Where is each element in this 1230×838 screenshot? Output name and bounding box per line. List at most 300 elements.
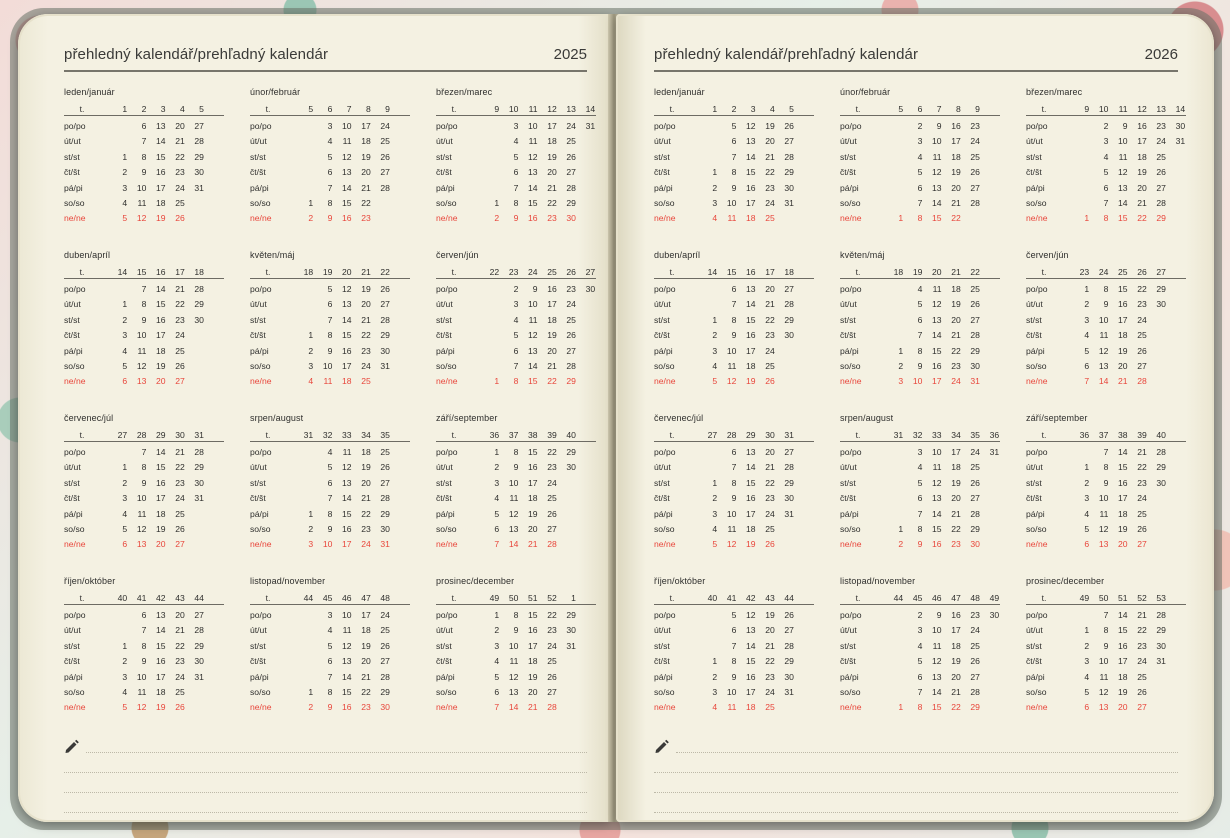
day-number: 10 — [342, 610, 352, 620]
weekday-row — [1026, 639, 1186, 654]
day-number: 2 — [122, 656, 128, 667]
day-number: 10 — [136, 671, 147, 682]
weekday-row — [840, 282, 1000, 297]
week-number: 39 — [547, 430, 557, 440]
day-number: 23 — [951, 539, 961, 550]
day-number: 12 — [726, 376, 737, 387]
day-number: 14 — [156, 447, 166, 457]
weekday-label: út/ut — [840, 136, 857, 147]
day-number — [185, 344, 204, 359]
day-number: 1 — [1084, 625, 1090, 636]
week-number-row — [1026, 428, 1186, 442]
day-number: 30 — [566, 213, 576, 224]
day-number — [480, 181, 499, 196]
weekday-label: pá/pi — [654, 671, 673, 682]
week-label: t. — [265, 267, 271, 277]
day-number: 25 — [380, 625, 390, 636]
weekday-row — [64, 445, 224, 460]
week-number: 23 — [508, 267, 519, 277]
day-number: 1 — [712, 656, 718, 667]
day-number — [698, 639, 717, 654]
weekday-row — [654, 639, 814, 654]
note-line[interactable] — [654, 772, 1178, 773]
day-number: 14 — [508, 539, 519, 550]
week-number: 8 — [365, 104, 371, 114]
day-number: 30 — [194, 656, 204, 667]
day-number: 9 — [731, 330, 737, 341]
week-number: 34 — [951, 430, 961, 440]
day-rows — [840, 608, 1000, 716]
note-line[interactable] — [64, 772, 587, 773]
day-number: 18 — [1118, 330, 1128, 341]
week-number-row — [840, 591, 1000, 605]
weekday-label: pá/pi — [840, 182, 859, 193]
day-number: 31 — [1175, 136, 1186, 147]
day-number: 16 — [951, 121, 961, 131]
day-number: 6 — [494, 686, 500, 697]
weekday-label: pá/pi — [840, 508, 859, 519]
weekday-label: so/so — [250, 686, 271, 697]
day-number: 28 — [194, 284, 204, 294]
day-number: 8 — [917, 345, 923, 356]
weekday-label: pá/pi — [1026, 182, 1045, 193]
sunday-row — [1026, 700, 1186, 715]
day-number: 21 — [951, 686, 961, 697]
week-number: 47 — [951, 593, 961, 603]
day-number: 26 — [970, 477, 980, 488]
weekday-label: ne/ne — [654, 539, 676, 550]
day-number: 30 — [784, 493, 794, 504]
day-number: 4 — [513, 314, 519, 325]
week-label: t. — [451, 430, 457, 440]
weekday-label: pá/pi — [250, 508, 269, 519]
day-number: 26 — [380, 151, 390, 162]
day-number: 11 — [932, 462, 942, 473]
day-number: 4 — [122, 686, 128, 697]
day-number: 20 — [765, 447, 775, 457]
weekday-label: čt/št — [250, 330, 266, 341]
day-number: 13 — [932, 182, 942, 193]
weekday-row — [64, 297, 224, 312]
week-number: 40 — [707, 593, 718, 603]
day-number: 2 — [1084, 477, 1090, 488]
day-number: 21 — [175, 447, 185, 457]
day-number: 12 — [746, 610, 756, 620]
weekday-row — [840, 685, 1000, 700]
day-number: 30 — [1156, 477, 1166, 488]
day-number — [980, 623, 999, 638]
day-number: 26 — [175, 360, 185, 371]
day-number — [557, 685, 576, 700]
week-label: t. — [669, 267, 675, 277]
day-number: 12 — [136, 360, 147, 371]
day-number: 19 — [361, 640, 371, 651]
weekday-row — [64, 654, 224, 669]
weekday-label: ne/ne — [1026, 376, 1048, 387]
day-number — [698, 460, 717, 475]
day-number — [294, 445, 313, 460]
day-number: 24 — [1137, 656, 1147, 667]
day-number: 6 — [141, 610, 147, 620]
day-number: 3 — [898, 376, 904, 387]
day-number: 16 — [932, 360, 942, 371]
month-name: únor/február — [840, 87, 891, 97]
note-line[interactable] — [654, 792, 1178, 793]
day-number: 9 — [1103, 640, 1109, 651]
weekday-row — [1026, 476, 1186, 491]
sunday-row — [654, 537, 814, 552]
week-number: 9 — [494, 104, 500, 114]
day-number — [980, 685, 999, 700]
week-label: t. — [669, 593, 675, 603]
week-number-row — [1026, 102, 1186, 116]
day-number: 19 — [951, 167, 961, 178]
week-number: 6 — [917, 104, 923, 114]
day-number — [294, 297, 313, 312]
day-number — [480, 150, 499, 165]
weekday-label: so/so — [250, 523, 271, 534]
weekday-label: čt/št — [840, 330, 856, 341]
day-number: 30 — [380, 345, 390, 356]
weekday-label: so/so — [250, 197, 271, 208]
day-number: 23 — [547, 213, 557, 224]
week-number-row — [654, 265, 814, 279]
day-number: 18 — [1118, 671, 1128, 682]
day-number: 19 — [528, 508, 538, 519]
weekday-label: po/po — [64, 121, 86, 131]
day-number — [557, 522, 576, 537]
day-number: 12 — [932, 167, 942, 178]
day-number: 2 — [1084, 640, 1090, 651]
weekday-label: st/st — [250, 314, 266, 325]
day-number: 24 — [380, 610, 390, 620]
day-number: 7 — [141, 136, 147, 147]
day-number — [884, 282, 903, 297]
day-number: 30 — [784, 671, 794, 682]
day-number: 15 — [528, 376, 538, 387]
week-number: 12 — [547, 104, 557, 114]
day-number: 18 — [528, 656, 538, 667]
day-number: 15 — [528, 610, 538, 620]
sunday-row — [64, 374, 224, 389]
month-block — [1026, 412, 1186, 553]
week-number: 8 — [955, 104, 961, 114]
week-number: 18 — [893, 267, 904, 277]
day-number: 6 — [1084, 702, 1090, 713]
day-number: 7 — [141, 284, 147, 294]
weekday-label: pá/pi — [64, 182, 83, 193]
weekday-row — [1026, 165, 1186, 180]
day-number: 26 — [175, 213, 185, 224]
day-number — [698, 150, 717, 165]
month-block — [1026, 86, 1186, 227]
day-number — [576, 150, 595, 165]
day-number: 13 — [508, 523, 519, 534]
week-label: t. — [1041, 104, 1047, 114]
month-name: říjen/október — [654, 576, 706, 586]
day-number: 2 — [513, 284, 519, 294]
week-number: 16 — [746, 267, 756, 277]
page-year: 2025 — [553, 46, 587, 63]
day-number: 1 — [898, 213, 904, 224]
week-number-row — [250, 428, 410, 442]
month-name: prosinec/december — [436, 576, 515, 586]
day-number: 13 — [1098, 539, 1109, 550]
day-number: 31 — [380, 360, 390, 371]
day-number: 25 — [547, 493, 557, 504]
day-number — [294, 491, 313, 506]
week-number: 14 — [1175, 104, 1186, 114]
weekday-row — [654, 359, 814, 374]
weekday-label: út/ut — [1026, 299, 1043, 310]
day-number: 16 — [1118, 299, 1128, 310]
week-number-row — [436, 591, 596, 605]
day-number: 26 — [380, 640, 390, 651]
day-number: 2 — [494, 213, 500, 224]
day-number: 17 — [1118, 656, 1128, 667]
week-number: 36 — [1079, 430, 1090, 440]
note-line[interactable] — [654, 812, 1178, 813]
day-number: 1 — [1084, 462, 1090, 473]
month-name: leden/január — [64, 87, 115, 97]
day-number: 19 — [951, 477, 961, 488]
day-number: 15 — [746, 477, 756, 488]
weekday-label: út/ut — [250, 625, 267, 636]
weekday-row — [250, 196, 410, 211]
day-number: 20 — [951, 671, 961, 682]
day-number: 29 — [1156, 213, 1166, 224]
day-number — [1147, 328, 1166, 343]
day-number: 29 — [380, 686, 390, 697]
week-number: 42 — [746, 593, 756, 603]
day-number: 7 — [917, 197, 923, 208]
day-number: 5 — [122, 702, 128, 713]
day-number — [884, 328, 903, 343]
week-number: 50 — [508, 593, 519, 603]
day-number: 19 — [746, 376, 756, 387]
weekday-label: so/so — [250, 360, 271, 371]
day-rows — [64, 119, 224, 227]
day-number: 25 — [970, 151, 980, 162]
weekday-row — [250, 522, 410, 537]
day-number — [884, 608, 903, 623]
day-number: 27 — [784, 447, 794, 457]
month-name: listopad/november — [250, 576, 326, 586]
day-number: 15 — [1118, 284, 1128, 294]
note-line[interactable] — [86, 752, 587, 753]
day-number: 31 — [784, 197, 794, 208]
day-number: 14 — [932, 508, 942, 519]
weekday-label: čt/št — [250, 493, 266, 504]
day-number: 31 — [989, 447, 1000, 457]
weekday-row — [436, 196, 596, 211]
day-number: 12 — [508, 508, 519, 519]
week-number: 44 — [194, 593, 204, 603]
weekday-label: pá/pi — [654, 182, 673, 193]
day-number: 8 — [917, 213, 923, 224]
day-number — [480, 313, 499, 328]
day-number: 1 — [712, 314, 718, 325]
day-number — [480, 134, 499, 149]
weekday-row — [1026, 623, 1186, 638]
week-number: 38 — [528, 430, 538, 440]
month-block — [840, 249, 1000, 390]
day-number: 16 — [1118, 640, 1128, 651]
day-rows — [654, 119, 814, 227]
day-rows — [250, 445, 410, 553]
weekday-row — [654, 670, 814, 685]
weekday-label: ne/ne — [250, 702, 272, 713]
weekday-row — [64, 639, 224, 654]
day-number: 22 — [547, 197, 557, 208]
day-number: 13 — [1118, 182, 1128, 193]
day-number: 3 — [917, 136, 923, 147]
day-number: 25 — [566, 314, 576, 325]
day-number: 22 — [547, 610, 557, 620]
day-number: 22 — [175, 151, 185, 162]
weekday-row — [64, 608, 224, 623]
day-number: 19 — [547, 330, 557, 341]
day-number: 22 — [1137, 625, 1147, 636]
day-number: 24 — [175, 671, 185, 682]
day-number: 15 — [156, 640, 166, 651]
day-number: 6 — [731, 625, 737, 636]
day-number: 1 — [122, 462, 128, 473]
weekday-row — [1026, 491, 1186, 506]
week-number: 10 — [508, 104, 519, 114]
day-number: 3 — [308, 360, 314, 371]
day-number: 14 — [746, 640, 756, 651]
day-number — [371, 211, 390, 226]
day-number: 31 — [194, 671, 204, 682]
weekday-label: so/so — [64, 197, 85, 208]
day-number: 1 — [308, 197, 314, 208]
day-number: 20 — [1118, 702, 1128, 713]
sunday-row — [654, 374, 814, 389]
week-number: 17 — [175, 267, 185, 277]
day-number: 17 — [932, 376, 942, 387]
week-label: t. — [79, 267, 85, 277]
day-number: 17 — [547, 121, 557, 131]
day-number: 6 — [917, 493, 923, 504]
day-number: 25 — [970, 640, 980, 651]
weekday-label: út/ut — [436, 299, 453, 310]
day-number: 13 — [156, 121, 166, 131]
day-number: 10 — [136, 182, 147, 193]
day-number: 12 — [1098, 345, 1109, 356]
day-number: 16 — [746, 493, 756, 504]
week-number: 16 — [156, 267, 166, 277]
week-number: 4 — [769, 104, 775, 114]
weekday-row — [1026, 328, 1186, 343]
day-number — [1147, 700, 1166, 715]
note-line[interactable] — [64, 792, 587, 793]
weekday-row — [436, 476, 596, 491]
day-number — [698, 119, 717, 134]
day-number — [557, 507, 576, 522]
day-number: 29 — [784, 477, 794, 488]
day-number — [294, 623, 313, 638]
week-number: 27 — [117, 430, 128, 440]
week-number: 3 — [160, 104, 166, 114]
day-number: 17 — [547, 299, 557, 310]
month-block — [840, 412, 1000, 553]
day-number — [1147, 537, 1166, 552]
day-number: 11 — [528, 136, 538, 147]
day-number: 15 — [932, 213, 942, 224]
day-number — [185, 211, 204, 226]
day-rows — [1026, 282, 1186, 390]
weekday-label: st/st — [840, 314, 856, 325]
weekday-row — [1026, 344, 1186, 359]
day-number — [1166, 165, 1185, 180]
month-name: březen/marec — [436, 87, 493, 97]
day-number: 14 — [1118, 197, 1128, 208]
day-number — [1166, 181, 1185, 196]
day-number: 15 — [528, 447, 538, 457]
day-number: 14 — [156, 284, 166, 294]
day-number: 11 — [1099, 671, 1109, 682]
day-number: 15 — [342, 508, 352, 519]
note-line[interactable] — [64, 812, 587, 813]
day-number — [775, 522, 794, 537]
day-number — [108, 623, 127, 638]
day-number: 25 — [175, 508, 185, 519]
weekday-row — [64, 150, 224, 165]
day-number: 4 — [122, 508, 128, 519]
day-number — [884, 670, 903, 685]
week-number: 22 — [489, 267, 500, 277]
sunday-row — [64, 700, 224, 715]
weekday-row — [840, 297, 1000, 312]
day-number: 27 — [1156, 182, 1166, 193]
day-number: 16 — [156, 656, 166, 667]
day-number: 17 — [156, 493, 166, 504]
day-number: 2 — [712, 493, 718, 504]
day-number: 23 — [175, 477, 185, 488]
sunday-row — [840, 700, 1000, 715]
month-block — [1026, 249, 1186, 390]
week-number: 43 — [765, 593, 775, 603]
week-number: 6 — [327, 104, 333, 114]
day-number — [557, 491, 576, 506]
month-block — [250, 249, 410, 390]
weekday-label: út/ut — [250, 299, 267, 310]
sunday-row — [840, 211, 1000, 226]
day-number: 21 — [175, 136, 185, 147]
weekday-label: čt/št — [1026, 167, 1042, 178]
weekday-label: st/st — [436, 314, 452, 325]
day-number — [480, 119, 499, 134]
day-number: 5 — [917, 299, 923, 310]
day-number: 5 — [1084, 345, 1090, 356]
day-number: 21 — [765, 640, 775, 651]
weekday-row — [250, 639, 410, 654]
weekday-label: st/st — [654, 640, 670, 651]
day-number: 17 — [1137, 136, 1147, 147]
weekday-row — [654, 119, 814, 134]
month-block — [654, 412, 814, 553]
day-number: 19 — [765, 610, 775, 620]
weekday-label: st/st — [1026, 314, 1042, 325]
day-number: 2 — [308, 213, 314, 224]
day-number: 18 — [1137, 151, 1147, 162]
note-line[interactable] — [676, 752, 1178, 753]
day-number: 18 — [951, 462, 961, 473]
day-number: 4 — [327, 447, 333, 457]
day-number: 9 — [141, 477, 147, 488]
week-number: 5 — [898, 104, 904, 114]
